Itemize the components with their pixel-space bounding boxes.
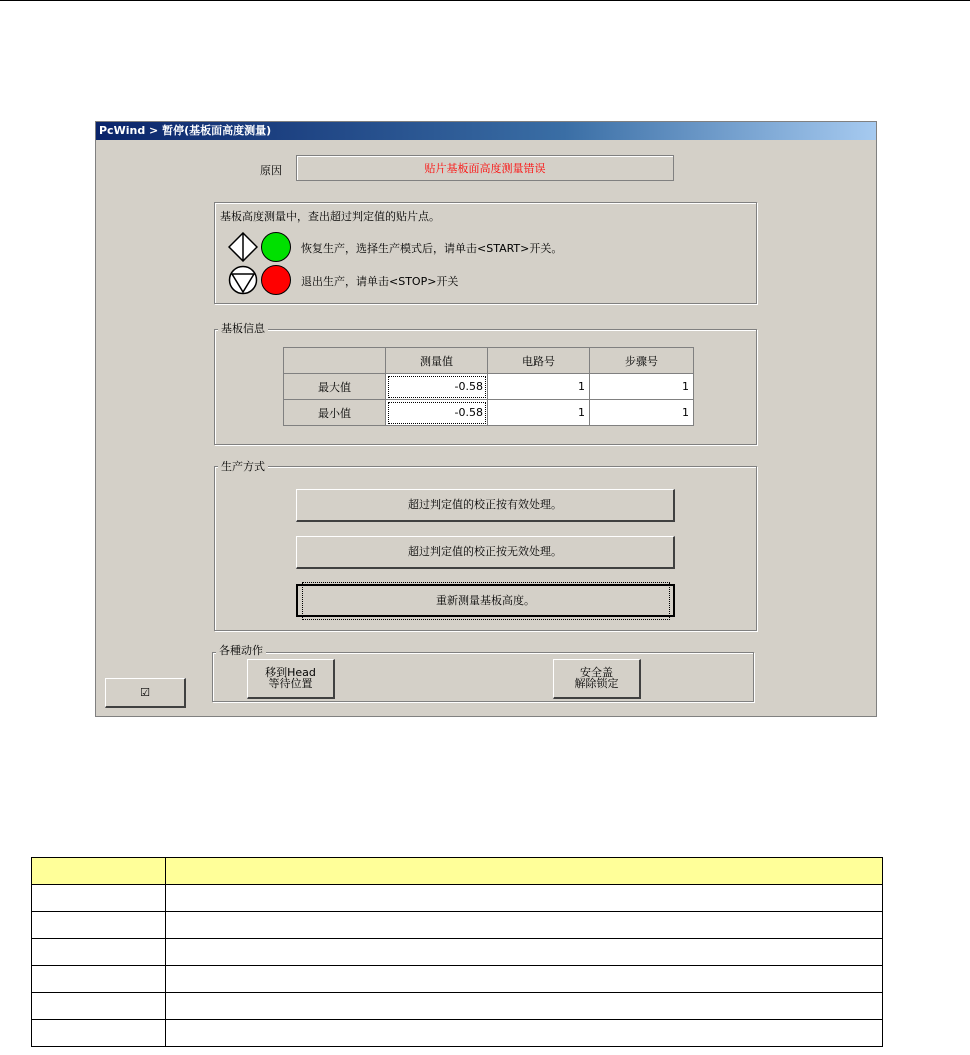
green-light-icon [261,232,291,262]
measured-cell[interactable]: -0.58 [386,400,488,426]
start-diamond-icon [228,232,258,262]
description-table [31,857,883,1047]
instructions-heading: 基板高度测量中，查出超过判定值的贴片点。 [220,210,440,223]
row-label: 最大值 [284,374,386,400]
reason-label: 原因 [260,164,282,177]
table-row [32,966,883,993]
table-row [32,912,883,939]
measured-cell[interactable]: -0.58 [386,374,488,400]
board-info-table [283,347,694,426]
safety-release-button[interactable] [553,659,641,699]
remeasure-height-label: 重新测量基板高度。 [306,586,666,616]
remeasure-height-button[interactable] [296,584,675,617]
move-head-line1: 移到Head [265,666,316,679]
board-info-title: 基板信息 [218,322,268,336]
stop-down-triangle-icon [228,265,258,295]
reason-value: 贴片基板面高度测量错误 [296,155,674,181]
column-header: 测量值 [386,348,488,374]
top-rule [0,0,970,1]
table-row [284,400,694,426]
table-header-row [32,858,883,885]
column-header [284,348,386,374]
actions-title: 各種动作 [216,644,266,658]
table-row [32,1020,883,1047]
table-header-row [284,348,694,374]
pause-dialog [95,121,877,717]
title-bar: PcWind > 暂停(基板面高度测量) [96,122,876,140]
confirm-button[interactable] [105,678,186,708]
column-header: 电路号 [488,348,590,374]
safety-release-line1: 安全盖 [580,666,613,679]
valid-correction-button[interactable]: 超过判定值的校正按有效处理。 [296,489,675,522]
circuit-cell[interactable]: 1 [488,374,590,400]
table-row [32,885,883,912]
checkbox-icon: ☑ [140,686,150,699]
circuit-cell[interactable]: 1 [488,400,590,426]
exit-instruction: 退出生产，请单击<STOP>开关 [301,275,459,288]
move-head-line2: 等待位置 [268,677,313,690]
table-row [284,374,694,400]
step-cell[interactable]: 1 [590,400,694,426]
red-light-icon [261,265,291,295]
safety-release-line2: 解除锁定 [574,677,619,690]
table-row [32,993,883,1020]
production-title: 生产方式 [218,460,268,474]
row-label: 最小值 [284,400,386,426]
step-cell[interactable]: 1 [590,374,694,400]
table-row [32,939,883,966]
column-header: 步骤号 [590,348,694,374]
resume-instruction: 恢复生产，选择生产模式后，请单击<START>开关。 [301,242,563,255]
invalid-correction-button[interactable]: 超过判定值的校正按无效处理。 [296,536,675,569]
move-head-button[interactable] [247,659,335,699]
